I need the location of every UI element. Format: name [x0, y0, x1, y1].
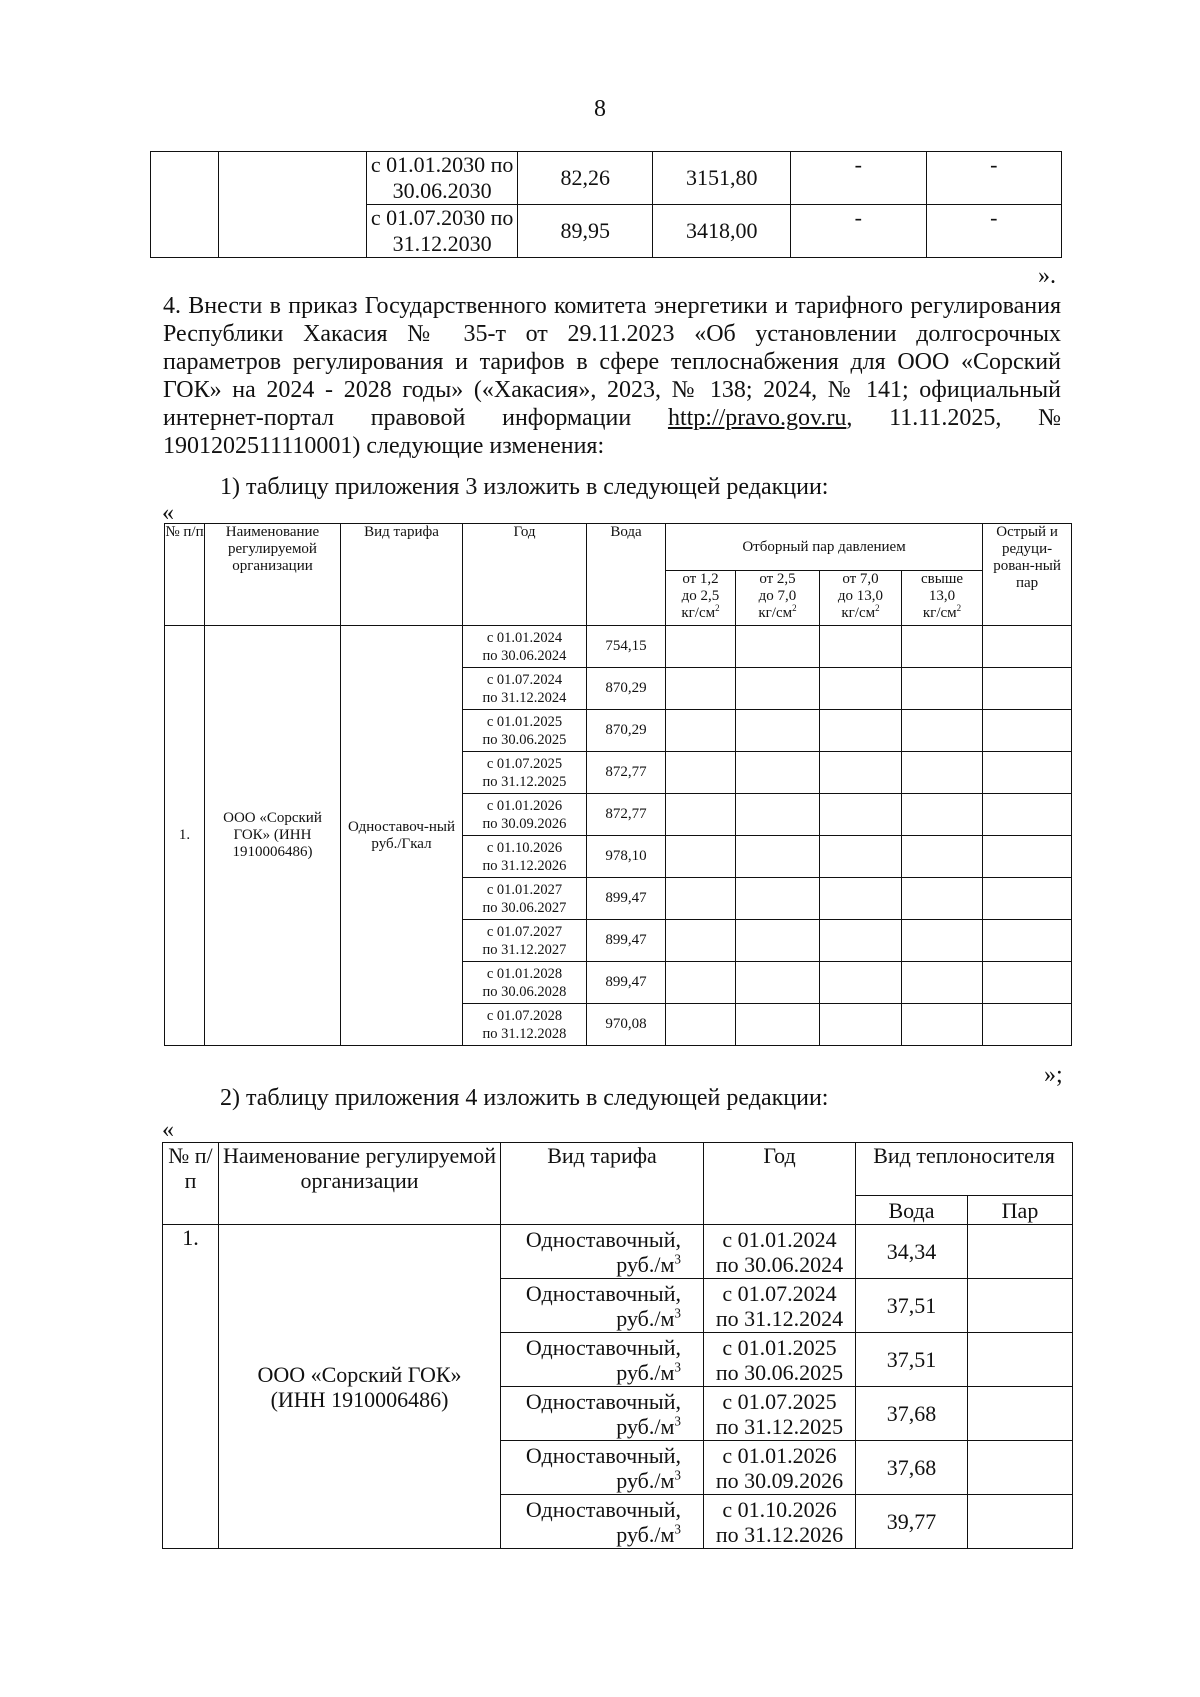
water-value: 37,68	[856, 1441, 968, 1495]
row-num: 1.	[163, 1225, 219, 1549]
empty-cell	[218, 152, 367, 258]
period-cell: с 01.01.2025 по 30.06.2025	[463, 710, 587, 752]
water-value: 37,68	[856, 1387, 968, 1441]
header-steam-2: от 2,5 до 7,0 $кг/см^2$	[736, 571, 820, 626]
pravo-link[interactable]: http://pravo.gov.ru	[667, 405, 847, 431]
header-steam: Пар	[968, 1196, 1073, 1225]
period-cell: с 01.07.2024 по 31.12.2024	[463, 668, 587, 710]
water-value: 37,51	[856, 1333, 968, 1387]
water-value: 899,47	[587, 962, 666, 1004]
value-cell: 3151,80	[653, 152, 791, 205]
value-cell: 82,26	[518, 152, 653, 205]
continuation-table	[150, 151, 1062, 258]
header-steam-group: Отборный пар давлением	[666, 524, 983, 571]
header-num: № п/п	[163, 1143, 219, 1225]
value-cell: -	[926, 152, 1062, 205]
header-org: Наименование регулируемой организации	[219, 1143, 501, 1225]
table-row	[163, 1225, 1073, 1279]
period-cell: с 01.01.2024 по 30.06.2024	[463, 626, 587, 668]
header-org: Наименование регулируемой организации	[205, 524, 341, 626]
tariff-type: Одноставочный, $руб./м^3$	[501, 1225, 704, 1279]
org-name: ООО «Сорский ГОК» (ИНН 1910006486)	[205, 626, 341, 1046]
tariff-type: Одноставоч-ный руб./Гкал	[341, 626, 463, 1046]
period-cell: с 01.01.2028 по 30.06.2028	[463, 962, 587, 1004]
water-value: 754,15	[587, 626, 666, 668]
water-value: 34,34	[856, 1225, 968, 1279]
header-tariff: Вид тарифа	[341, 524, 463, 626]
water-value: 872,77	[587, 794, 666, 836]
header-year: Год	[704, 1143, 856, 1225]
table-row	[151, 152, 1062, 205]
appendix-4-table	[162, 1142, 1073, 1549]
close-quote: »;	[1044, 1062, 1063, 1088]
water-value: 872,77	[587, 752, 666, 794]
subpoint-1: 1) таблицу приложения 3 изложить в следующей редакции:	[220, 474, 829, 500]
water-value: 870,29	[587, 710, 666, 752]
org-name: ООО «Сорский ГОК» (ИНН 1910006486)	[219, 1225, 501, 1549]
period-cell: с 01.07.2025 по 31.12.2025	[704, 1387, 856, 1441]
subpoint-2: 2) таблицу приложения 4 изложить в следующей редакции:	[220, 1085, 829, 1111]
value-cell: -	[926, 205, 1062, 258]
period-cell: с 01.01.2026 по 30.09.2026	[463, 794, 587, 836]
header-year: Год	[463, 524, 587, 626]
header-water: Вода	[587, 524, 666, 626]
water-value: 978,10	[587, 836, 666, 878]
period-cell: с 01.01.2027 по 30.06.2027	[463, 878, 587, 920]
row-num: 1.	[165, 626, 205, 1046]
paragraph-4	[163, 292, 1061, 460]
tariff-type: Одноставочный, $руб./м^3$	[501, 1495, 704, 1549]
period-cell: с 01.01.2026 по 30.09.2026	[704, 1441, 856, 1495]
paragraph-text: , 11.11.2025, № 1901202511110001) следующие изменения:	[163, 405, 1061, 459]
water-value: 899,47	[587, 878, 666, 920]
period-cell: с 01.01.2024 по 30.06.2024	[704, 1225, 856, 1279]
period-cell: с 01.07.2028 по 31.12.2028	[463, 1004, 587, 1046]
period-cell: с 01.07.2025 по 31.12.2025	[463, 752, 587, 794]
header-row	[165, 524, 1072, 571]
tariff-type: Одноставочный, $руб./м^3$	[501, 1333, 704, 1387]
water-value: 899,47	[587, 920, 666, 962]
header-steam-1: от 1,2 до 2,5 $кг/см^2$	[666, 571, 736, 626]
page-number: 8	[594, 96, 606, 122]
header-steam-3: от 7,0 до 13,0 $кг/см^2$	[820, 571, 902, 626]
tariff-type: Одноставочный, $руб./м^3$	[501, 1279, 704, 1333]
value-cell: -	[791, 205, 926, 258]
header-num: № п/п	[165, 524, 205, 626]
header-steam-4: свыше 13,0 $кг/см^2$	[902, 571, 983, 626]
header-tariff: Вид тарифа	[501, 1143, 704, 1225]
water-value: 37,51	[856, 1279, 968, 1333]
empty-cell	[151, 152, 219, 258]
value-cell: 3418,00	[653, 205, 791, 258]
header-water: Вода	[856, 1196, 968, 1225]
water-value: 39,77	[856, 1495, 968, 1549]
period-cell: с 01.01.2030 по 30.06.2030	[367, 152, 518, 205]
paragraph-text: 4. Внести в приказ Государственного комитета энергетики и тарифного регулирования Республики Хакасия № 35-т от 29.11.2023 «Об установлении долгосрочных параметров регулирования и тарифов в сфере теплоснабжения для ООО «Сорский ГОК» на 2024 - 2028 годы» («Хакасия», 2023, № 138; 2024, № 141; официальный интернет-портал правовой информации	[163, 293, 1061, 431]
open-quote: «	[162, 1117, 174, 1143]
table-row	[165, 626, 1072, 668]
appendix-3-table	[164, 523, 1072, 1046]
water-value: 970,08	[587, 1004, 666, 1046]
tariff-type: Одноставочный, $руб./м^3$	[501, 1387, 704, 1441]
period-cell: с 01.07.2027 по 31.12.2027	[463, 920, 587, 962]
header-carrier: Вид теплоносителя	[856, 1143, 1073, 1196]
period-cell: с 01.07.2030 по 31.12.2030	[367, 205, 518, 258]
period-cell: с 01.07.2024 по 31.12.2024	[704, 1279, 856, 1333]
header-sharp-steam: Острый и редуци-рован-ный пар	[983, 524, 1072, 626]
open-quote: «	[162, 500, 174, 526]
period-cell: с 01.01.2025 по 30.06.2025	[704, 1333, 856, 1387]
water-value: 870,29	[587, 668, 666, 710]
value-cell: -	[791, 152, 926, 205]
period-cell: с 01.10.2026 по 31.12.2026	[704, 1495, 856, 1549]
value-cell: 89,95	[518, 205, 653, 258]
close-quote: ».	[1038, 263, 1056, 289]
period-cell: с 01.10.2026 по 31.12.2026	[463, 836, 587, 878]
header-row	[163, 1143, 1073, 1196]
tariff-type: Одноставочный, $руб./м^3$	[501, 1441, 704, 1495]
